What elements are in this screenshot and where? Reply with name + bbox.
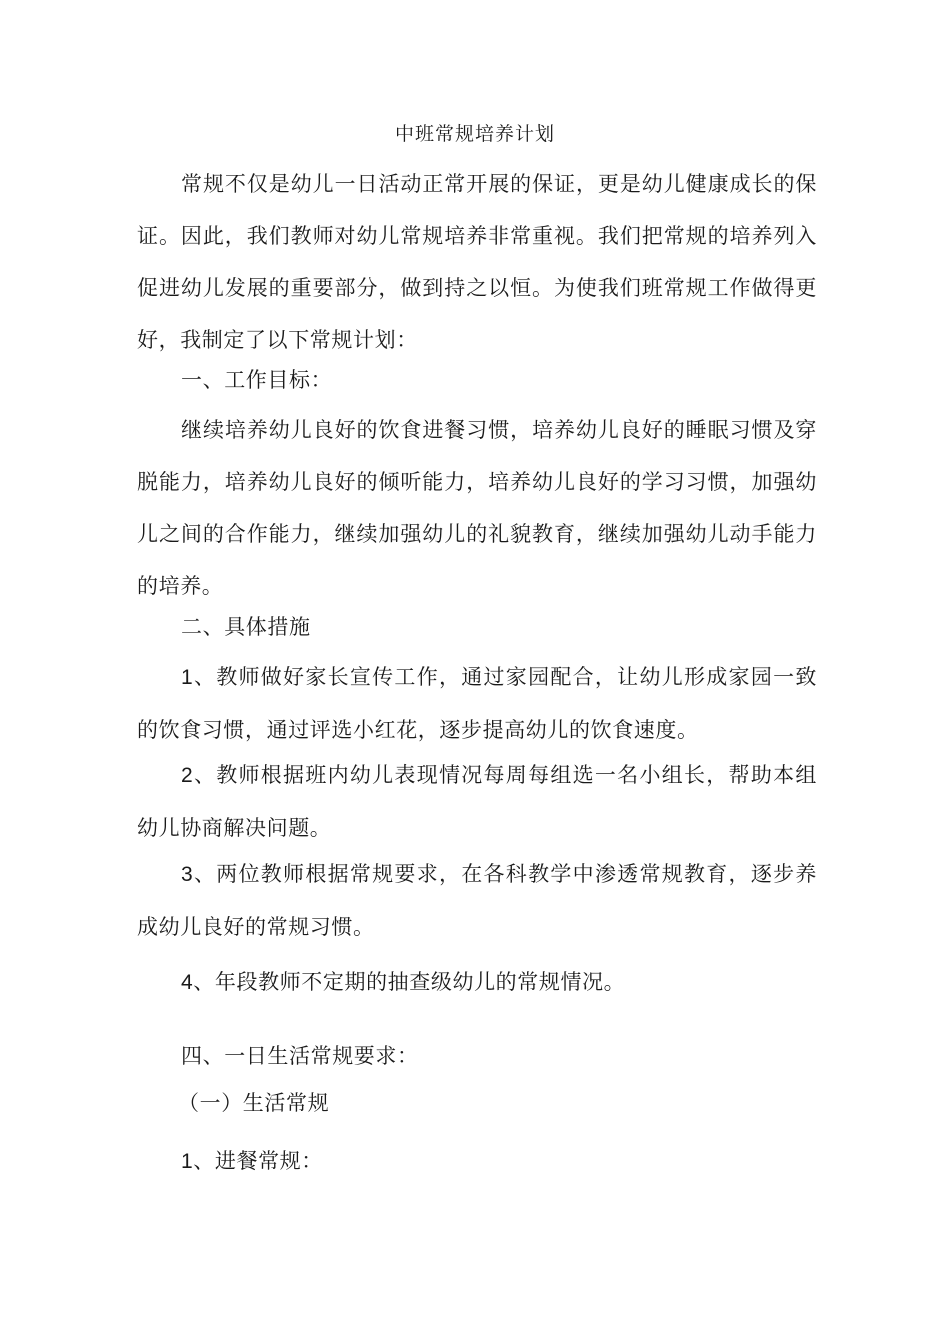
subsection-heading-life-routine: （一）生活常规 [178,1091,330,1115]
measure-number: 2 [181,764,194,787]
measure-text: 、教师做好家长宣传工作，通过家园配合，让幼儿形成家园一致的饮食习惯，通过评选小红花，逐步提高幼儿的饮食速度。 [137,665,817,742]
section-heading-measures: 二、具体措施 [181,615,311,639]
measure-text: 、年段教师不定期的抽查级幼儿的常规情况。 [193,970,626,994]
measure-text: 、教师根据班内幼儿表现情况每周每组选一名小组长，帮助本组幼儿协商解决问题。 [137,763,817,840]
measure-number: 4 [181,971,194,994]
measure-item-4 [137,956,817,1009]
measure-text: 、两位教师根据常规要求，在各科教学中渗透常规教育，逐步养成幼儿良好的常规习惯。 [137,862,817,939]
measure-number: 1 [181,666,194,689]
item-text: 、进餐常规： [193,1149,323,1173]
document-title: 中班常规培养计划 [394,123,555,145]
intro-paragraph: 常规不仅是幼儿一日活动正常开展的保证，更是幼儿健康成长的保证。因此，我们教师对幼儿常规培养非常重视。我们把常规的培养列入促进幼儿发展的重要部分，做到持之以恒。为使我们班常规工作做得更好，我制定了以下常规计划： [137,172,817,352]
measure-item-1 [137,651,817,756]
item-number: 1 [181,1150,194,1173]
section-heading-goals: 一、工作目标： [181,368,333,392]
goals-paragraph: 继续培养幼儿良好的饮食进餐习惯，培养幼儿良好的睡眠习惯及穿脱能力，培养幼儿良好的倾听能力，培养幼儿良好的学习习惯，加强幼儿之间的合作能力，继续加强幼儿的礼貌教育，继续加强幼儿动手能力的培养。 [137,418,817,598]
measure-item-3 [137,848,817,953]
item-dining-routine [181,1135,817,1188]
measure-number: 3 [181,863,194,886]
section-heading-daily-life: 四、一日生活常规要求： [181,1044,419,1068]
measure-item-2 [137,749,817,854]
